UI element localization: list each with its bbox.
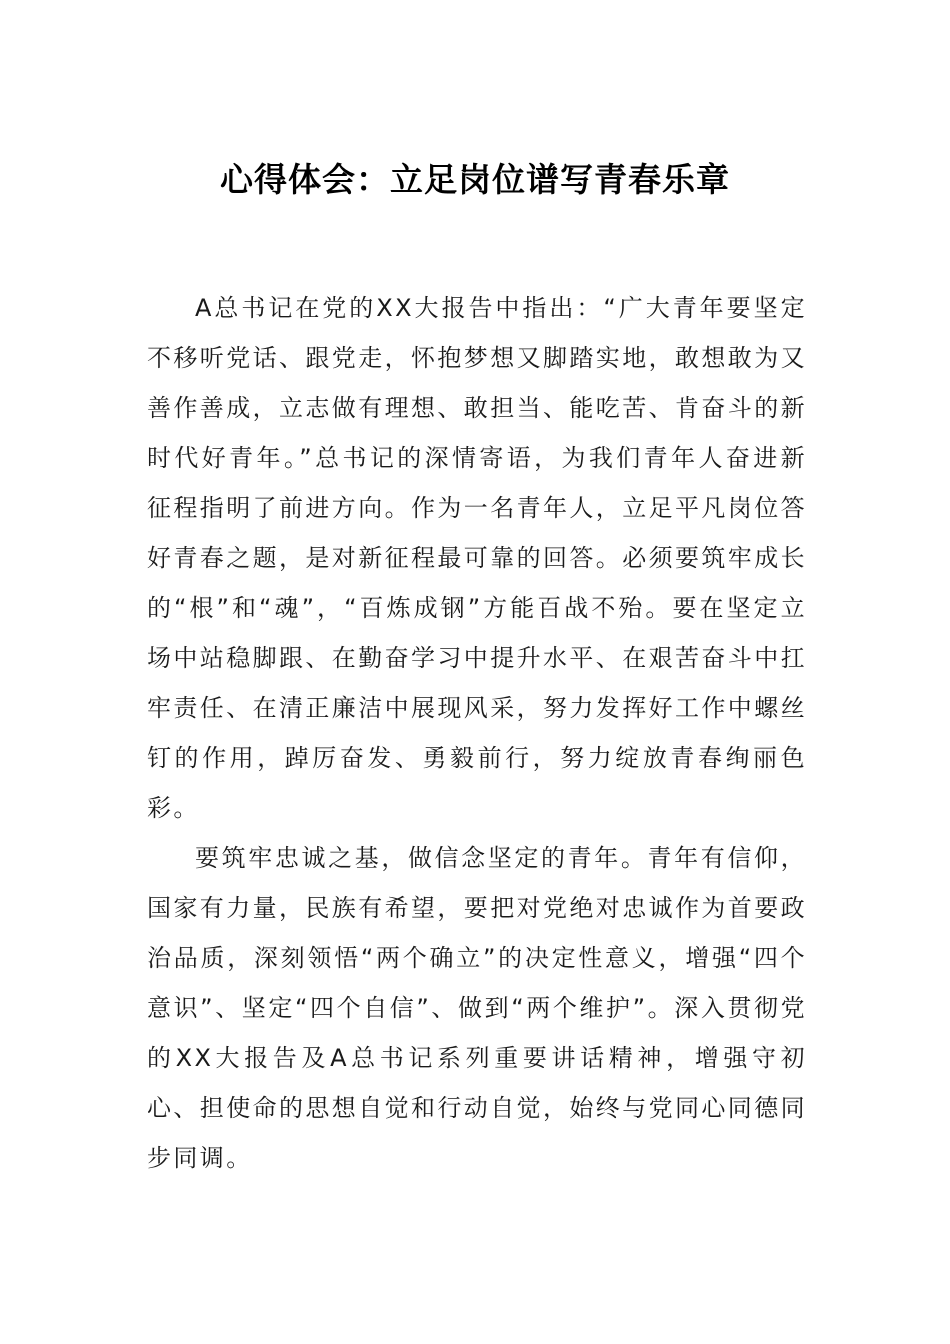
document-body [147, 283, 807, 1183]
paragraph-1: A总书记在党的XX大报告中指出：“广大青年要坚定不移听党话、跟党走，怀抱梦想又脚踏实地，敢想敢为又善作善成，立志做有理想、敢担当、能吃苦、肯奋斗的新时代好青年。”总书记的深情寄语，为我们青年人奋进新征程指明了前进方向。作为一名青年人，立足平凡岗位答好青春之题，是对新征程最可靠的回答。必须要筑牢成长的“根”和“魂”，“百炼成钢”方能百战不殆。要在坚定立场中站稳脚跟、在勤奋学习中提升水平、在艰苦奋斗中扛牢责任、在清正廉洁中展现风采，努力发挥好工作中螺丝钉的作用，踔厉奋发、勇毅前行，努力绽放青春绚丽色彩。 [147, 294, 807, 822]
paragraph-2: 要筑牢忠诚之基，做信念坚定的青年。青年有信仰，国家有力量，民族有希望，要把对党绝对忠诚作为首要政治品质，深刻领悟“两个确立”的决定性意义，增强“四个意识”、坚定“四个自信”、做到“两个维护”。深入贯彻党的XX大报告及A总书记系列重要讲话精神，增强守初心、担使命的思想自觉和行动自觉，始终与党同心同德同步同调。 [147, 844, 807, 1172]
document-title: 心得体会：立足岗位谱写青春乐章 [220, 160, 730, 199]
